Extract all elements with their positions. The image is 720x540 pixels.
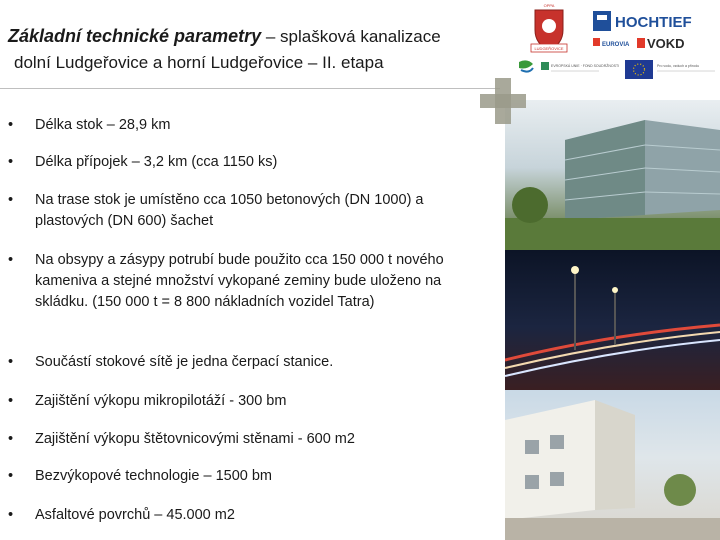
bullet-icon: • <box>8 117 14 133</box>
title-divider <box>0 88 500 89</box>
title-bold-text: Základní technické parametry <box>8 26 262 46</box>
bullet-icon: • <box>8 154 14 170</box>
list-item-text: Délka přípojek – 3,2 km (cca 1150 ks) <box>35 154 278 170</box>
partner-logos <box>505 0 720 100</box>
list-item-text: Zajištění výkopu mikropilotáží - 300 bm <box>35 393 287 409</box>
slide-title <box>8 26 498 73</box>
bullet-icon: • <box>8 431 14 447</box>
eu-caption-right: Pro vodu, vzduch a přírodu <box>657 64 700 68</box>
list-item <box>8 429 468 450</box>
street-lamp-icon <box>571 266 579 274</box>
tree-icon-2 <box>664 474 696 506</box>
hochtief-text: HOCHTIEF <box>615 14 692 31</box>
eu-funds-logo <box>541 62 619 71</box>
white-building-svg <box>505 390 720 540</box>
list-item-text: Asfaltové povrchů – 45.000 m2 <box>35 507 235 523</box>
list-item <box>8 352 468 373</box>
bullet-icon: • <box>8 192 14 208</box>
bullet-icon: • <box>8 354 14 370</box>
crest-top-text: OPPA <box>543 3 555 8</box>
title-rest-text: – splašková kanalizace <box>261 27 441 46</box>
list-item-text: Bezvýkopové technologie – 1500 bm <box>35 468 272 484</box>
photo-collage <box>505 100 720 540</box>
bullet-icon: • <box>8 507 14 523</box>
wave-icon <box>521 68 533 72</box>
hochtief-mark-detail <box>597 15 607 20</box>
title-line-1 <box>8 26 498 47</box>
eurovia-text: EUROVIA <box>602 42 630 48</box>
list-item <box>8 152 468 173</box>
list-item-text: Zajištění výkopu štětovnicovými stěnami - 600 m2 <box>35 431 355 447</box>
white-building-front <box>505 400 595 520</box>
bullet-icon: • <box>8 252 14 268</box>
town-crest-logo <box>531 3 567 52</box>
hochtief-logo <box>593 11 692 31</box>
street-shape <box>505 518 720 540</box>
night-road-svg <box>505 250 720 390</box>
bullet-icon: • <box>8 468 14 484</box>
eurovia-logo <box>593 38 630 48</box>
vokd-logo <box>637 36 685 51</box>
title-line-2: dolní Ludgeřovice a horní Ludgeřovice – II. etapa <box>14 53 384 72</box>
building-photo-svg <box>505 100 720 250</box>
list-item <box>8 250 468 313</box>
hochtief-mark-icon <box>593 11 611 31</box>
street-lamp-icon-2 <box>612 287 618 293</box>
eu-funds-mark-icon <box>541 62 549 70</box>
tree-icon <box>512 187 548 223</box>
list-item-text: Na trase stok je umístěno cca 1050 betonových (DN 1000) a plastových (DN 600) šachet <box>35 192 424 229</box>
list-item-text: Součástí stokové sítě je jedna čerpací stanice. <box>35 354 334 370</box>
list-item <box>8 115 468 136</box>
lawn-shape <box>505 218 720 250</box>
plus-decoration-horizontal <box>480 94 526 108</box>
building-photo <box>505 100 720 250</box>
leaf-icon <box>519 60 533 68</box>
ministry-leaf-logo <box>519 60 533 71</box>
crest-emblem-icon <box>542 19 556 33</box>
list-item-text: Na obsypy a zásypy potrubí bude použito cca 150 000 t nového kameniva a stejné množství vykopané zeminy bude uloženo na skládku. (150 000 t = 8 800 nákladních vozidel Tatra) <box>35 252 444 310</box>
list-item-text: Délka stok – 28,9 km <box>35 117 171 133</box>
logos-svg <box>505 0 720 100</box>
eu-flag-logo <box>625 60 715 79</box>
vokd-mark-icon <box>637 38 645 48</box>
night-road-photo <box>505 250 720 390</box>
eurovia-mark-icon <box>593 38 600 46</box>
list-item <box>8 466 468 487</box>
crest-banner-text: LUDGEŘOVICE <box>534 46 564 51</box>
eu-flag-icon <box>625 60 653 79</box>
vokd-text: VOKD <box>647 36 685 51</box>
bullet-icon: • <box>8 393 14 409</box>
white-building-side <box>595 400 635 510</box>
list-item <box>8 190 468 232</box>
list-item <box>8 505 468 526</box>
white-building-photo <box>505 390 720 540</box>
list-item <box>8 391 468 412</box>
eu-caption-left: EVROPSKÁ UNIE · FOND SOUDRŽNOSTI <box>551 64 620 68</box>
